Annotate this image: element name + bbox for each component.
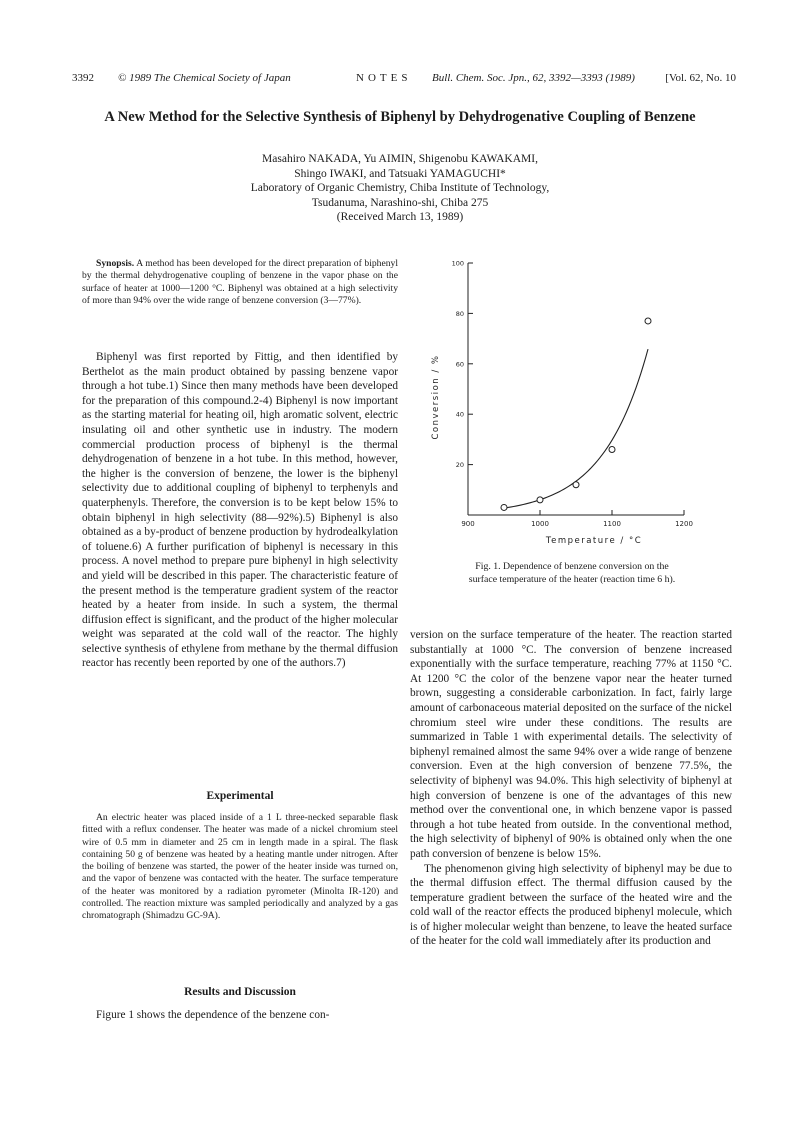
synopsis: [82, 258, 398, 307]
results-paragraph-1: version on the surface temperature of the heater. The reaction started substantially at 1000 °C. The conversion of benzene increased exponentially with the surface temperature, reaching 77% at 1150 °C. At 1200 °C the color of the benzene vapor near the heater turned brown, suggesting a considerable carbonization. In fact, fairly large amount of carbonaceous material deposited on the surface of the nickel chromium steel wire under these conditions. The results are summarized in Table 1 with experimental details. The selectivity of biphenyl remained almost the same 94% over a wide range of benzene conversion. Even at the high conversion of benzene 77.5%, the selectivity of biphenyl was 94.0%. This high selectivity of biphenyl at high conversion of benzene is one of the advantages of this new method over the conventional one, in which benzene vapor is passed through a hot tube heated from outside. In the conventional method, the high selectivity of biphenyl of 90% is obtained only when the one path conversion of benzene is below 15%.: [410, 629, 732, 860]
synopsis-label: Synopsis.: [96, 258, 135, 269]
x-tick-label: 900: [461, 520, 475, 528]
experimental-heading: Experimental: [206, 790, 274, 802]
y-tick-label: 80: [455, 309, 464, 318]
caption-line-2: surface temperature of the heater (reaction time 6 h).: [468, 573, 676, 585]
experimental-section: [82, 812, 398, 923]
y-axis-label: Conversion / %: [431, 354, 441, 440]
caption-line-1: Fig. 1. Dependence of benzene conversion on the: [475, 561, 669, 572]
affiliation-line-1: Laboratory of Organic Chemistry, Chiba Institute of Technology,: [250, 182, 550, 194]
results-paragraph-2: The phenomenon giving high selectivity of biphenyl may be due to the thermal diffusion effect. The thermal diffusion caused by the temperature gradient between the surface of the heated wire and the cold wall of the reactor effects the produced biphenyl molecule, which is of higher molecular weight than benzene, to leave the heated surface of the heater for the cold wall immediately after its production and: [410, 862, 732, 948]
authors-line-1: Masahiro NAKADA, Yu AIMIN, Shigenobu KAWAKAMI,: [262, 153, 538, 165]
introduction: [82, 350, 398, 671]
volume-info: [Vol. 62, No. 10: [665, 72, 736, 84]
journal-reference: Bull. Chem. Soc. Jpn., 62, 3392—3393 (1989): [432, 72, 635, 84]
data-point: [609, 446, 615, 452]
page-number: 3392: [72, 72, 94, 84]
received-date: (Received March 13, 1989): [336, 211, 464, 223]
affiliation-line-2: Tsudanuma, Narashino-shi, Chiba 275: [311, 196, 489, 209]
data-point: [573, 482, 579, 488]
figure-1-caption: [412, 561, 732, 586]
x-tick-label: 1100: [603, 520, 621, 528]
x-tick-label: 1200: [675, 520, 693, 528]
results-heading: Results and Discussion: [184, 986, 296, 998]
data-point: [645, 318, 651, 324]
copyright: © 1989 The Chemical Society of Japan: [118, 72, 291, 84]
figure-1-chart: [420, 255, 720, 555]
results-start: [82, 1008, 398, 1023]
intro-paragraph: Biphenyl was first reported by Fittig, and then identified by Berthelot as the main product obtained by passing benzene vapor through a hot tube.1) Since then many methods have been developed for the preparation of this compound.2-4) Biphenyl is now important as the starting material for heating oil, high aromatic solvent, electric insulating oil and other synthetic use in industry. The modern commercial production process of biphenyl is the thermal dehydrogenation of benzene in a hot tube. In this method, however, the higher is the conversion of benzene, the lower is the biphenyl selectivity due to additional coupling of biphenyl to terphenyls and quaterphenyls. Therefore, the conversion is to be kept below 15% to obtain biphenyl in high selectivity (88—92%).5) Biphenyl is also obtained as a by-product of benzene production by hydrodealkylation of toluene.6) A further purification of biphenyl is necessary in this process. A novel method to prepare pure biphenyl in high selectivity and yield will be described in this paper. The characteristic feature of the present method is the temperature gradient system of the reactor heated by a heater from inside. In such a system, the thermal diffusion effect is significant, and the product of the higher molecular weight was separated at the cold wall of the reactor. The highly selective synthesis of ethylene from methane by the thermal diffusion reactor has recently been reported by one of the authors.7): [82, 351, 398, 670]
y-tick-label: 60: [455, 360, 464, 369]
y-tick-label: 40: [455, 410, 464, 419]
synopsis-text: A method has been developed for the direct preparation of biphenyl by the thermal dehydrogenative coupling of benzene in the vapor phase on the surface of heater at 1000—1200 °C. Biphenyl was obtained at a high selectivity of more than 94% over the wide range of benzene conversion (3—77%).: [82, 258, 398, 306]
y-tick-label: 100: [451, 259, 464, 268]
x-axis-label: Temperature / °C: [545, 536, 643, 546]
author-block: [150, 152, 650, 225]
authors-line-2: Shingo IWAKI, and Tatsuaki YAMAGUCHI*: [294, 167, 506, 180]
results-text-col1: Figure 1 shows the dependence of the benzene con-: [96, 1009, 330, 1021]
data-point: [537, 497, 543, 503]
running-header: [72, 72, 736, 90]
x-tick-label: 1000: [531, 520, 549, 528]
section-label: NOTES: [356, 72, 412, 84]
experimental-text: An electric heater was placed inside of a 1 L three-necked separable flask fitted with a reflux condenser. The heater was made of a nickel chromium steel wire of 0.5 mm in diameter and 25 cm in length made in a spiral. The flask containing 50 g of benzene was heated by a heating mantle under nitrogen. After the boiling of benzene was started, the power of the heater inside was turned on, and the vapor of benzene was contacted with the heater. The surface temperature of the heater was monitored by a radiation pyrometer (Minolta IR-120) and controlled. The reaction mixture was sampled periodically and analyzed by a gas chromatograph (Shimadzu GC-9A).: [82, 812, 398, 922]
y-tick-label: 20: [455, 461, 464, 470]
results-col2: [410, 628, 732, 949]
article-title: A New Method for the Selective Synthesis of Biphenyl by Dehydrogenative Coupling of Benzene: [104, 109, 696, 125]
data-point: [501, 504, 507, 510]
